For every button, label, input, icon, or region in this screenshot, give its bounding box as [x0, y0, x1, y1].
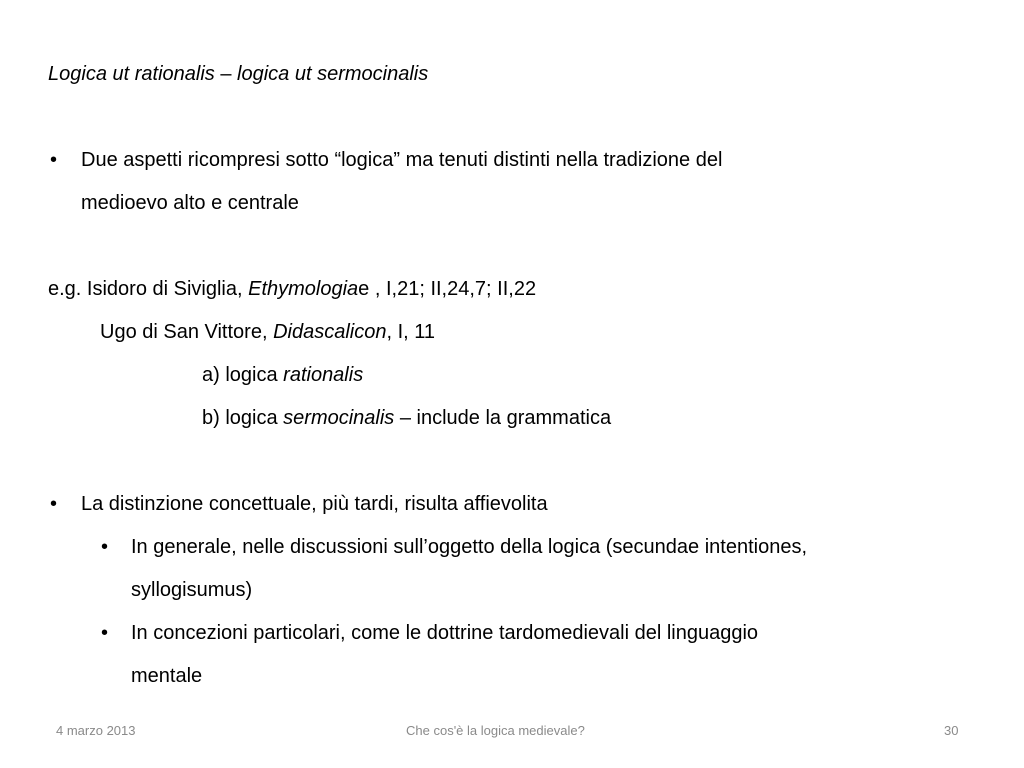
- bullet-2-text: La distinzione concettuale, più tardi, risulta affievolita: [81, 493, 548, 515]
- ugo-reference: , I, 11: [386, 321, 436, 343]
- heading-part-sermocinalis: logica ut sermocinalis: [237, 63, 429, 85]
- example-item-a: [202, 363, 363, 387]
- isidoro-prefix: e.g. Isidoro di Siviglia,: [48, 278, 249, 300]
- ugo-prefix: Ugo di San Vittore,: [100, 321, 274, 343]
- example-isidoro: [48, 277, 536, 301]
- sub-bullet-2-line-2: mentale: [131, 665, 203, 687]
- footer-title: Che cos'è la logica medievale?: [406, 723, 585, 738]
- isidoro-title: Ethymologia: [248, 278, 359, 300]
- item-a-term: rationalis: [283, 364, 364, 386]
- heading-dash: –: [214, 63, 238, 85]
- ugo-title: Didascalicon: [273, 321, 387, 343]
- sub-bullet-marker: •: [101, 536, 109, 558]
- item-b-term: sermocinalis: [283, 407, 395, 429]
- sub-bullet-1-line-1: In generale, nelle discussioni sull’oggetto della logica (secundae intentiones,: [131, 536, 807, 558]
- bullet-marker: •: [50, 149, 58, 171]
- bullet-1-line-1: Due aspetti ricompresi sotto “logica” ma tenuti distinti nella tradizione del: [81, 149, 723, 171]
- footer-page-number: 30: [944, 723, 959, 738]
- bullet-marker: •: [50, 493, 58, 515]
- sub-bullet-1-line-2: syllogisumus): [131, 579, 253, 601]
- sub-bullet-2-line-1: In concezioni particolari, come le dottrine tardomedievali del linguaggio: [131, 622, 759, 644]
- isidoro-reference: e , I,21; II,24,7; II,22: [358, 278, 537, 300]
- slide-heading: [48, 62, 428, 86]
- footer-date: 4 marzo 2013: [56, 723, 136, 738]
- sub-bullet-marker: •: [101, 622, 109, 644]
- item-b-rest: – include la grammatica: [394, 407, 612, 429]
- item-b-prefix: b) logica: [202, 407, 284, 429]
- heading-part-rationalis: Logica ut rationalis: [48, 63, 215, 85]
- item-a-prefix: a) logica: [202, 364, 284, 386]
- example-item-b: [202, 406, 611, 430]
- bullet-1-line-2: medioevo alto e centrale: [81, 192, 299, 214]
- example-ugo: [100, 320, 435, 344]
